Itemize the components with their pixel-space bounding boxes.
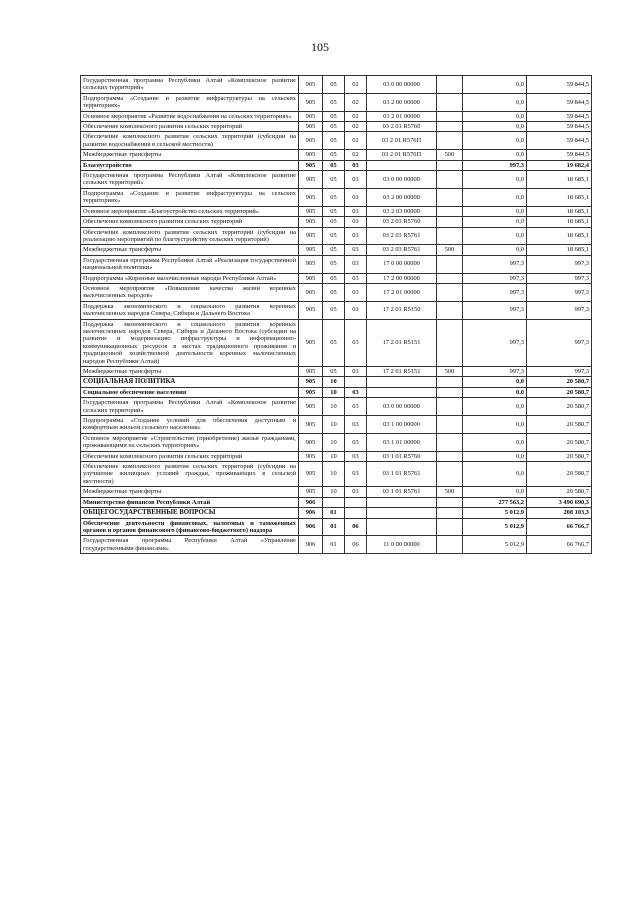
row-expense-type: 500 bbox=[437, 367, 463, 377]
row-ministry-code: 905 bbox=[299, 319, 323, 366]
row-name: Поддержка экономического и социального развития коренных малочисленных народов Севера, Сибири и Дальнего Востока (субсидии на развитие и модернизацию инфраструктуры и информационно-коммуникационных ресурсов в местах традиционного проживания и традиционной хозяйственной деятельности коренных малочисленных народов Республики Алтай) bbox=[81, 319, 299, 366]
row-amount-first: 0,0 bbox=[463, 206, 527, 216]
row-amount-second: 997,3 bbox=[527, 367, 592, 377]
row-target-code: 03 1 01 R5761 bbox=[367, 487, 437, 497]
row-expense-type bbox=[437, 387, 463, 397]
row-name: СОЦИАЛЬНАЯ ПОЛИТИКА bbox=[81, 377, 299, 387]
row-name: Основное мероприятие «Строительство (приобретение) жилья гражданами, проживающими на сельских территориях» bbox=[81, 433, 299, 451]
row-name: Межбюджетные трансферты bbox=[81, 487, 299, 497]
row-amount-second: 20 580,7 bbox=[527, 462, 592, 487]
row-ministry-code: 905 bbox=[299, 433, 323, 451]
row-name: ОБЩЕГОСУДАРСТВЕННЫЕ ВОПРОСЫ bbox=[81, 508, 299, 518]
row-amount-first: 0,0 bbox=[463, 76, 527, 94]
row-ministry-code: 905 bbox=[299, 387, 323, 397]
row-section-code: 05 bbox=[323, 367, 345, 377]
row-amount-second: 997,3 bbox=[527, 319, 592, 366]
row-section-code: 05 bbox=[323, 93, 345, 111]
row-target-code: 03 0 00 00000 bbox=[367, 171, 437, 189]
row-subsection-code: 03 bbox=[345, 387, 367, 397]
table-row bbox=[81, 245, 592, 255]
row-ministry-code: 905 bbox=[299, 171, 323, 189]
row-amount-first: 0,0 bbox=[463, 416, 527, 434]
row-amount-second: 20 580,7 bbox=[527, 398, 592, 416]
row-section-code: 05 bbox=[323, 122, 345, 132]
row-expense-type bbox=[437, 433, 463, 451]
row-ministry-code: 905 bbox=[299, 283, 323, 301]
row-expense-type bbox=[437, 255, 463, 273]
row-amount-first: 5 012,9 bbox=[463, 518, 527, 536]
row-subsection-code: 06 bbox=[345, 536, 367, 554]
row-target-code: 03 1 00 00000 bbox=[367, 416, 437, 434]
row-subsection-code: 03 bbox=[345, 188, 367, 206]
row-target-code: 03 2 01 R5760 bbox=[367, 122, 437, 132]
row-amount-first: 0,0 bbox=[463, 462, 527, 487]
row-expense-type: 500 bbox=[437, 487, 463, 497]
row-expense-type bbox=[437, 283, 463, 301]
row-amount-first: 997,3 bbox=[463, 301, 527, 319]
table-row bbox=[81, 76, 592, 94]
row-name: Подпрограмма «Создание условий для обеспечения доступным и комфортным жильем сельского населения» bbox=[81, 416, 299, 434]
row-subsection-code: 03 bbox=[345, 433, 367, 451]
row-target-code bbox=[367, 377, 437, 387]
row-expense-type bbox=[437, 536, 463, 554]
row-amount-second: 20 580,7 bbox=[527, 487, 592, 497]
row-amount-first: 0,0 bbox=[463, 227, 527, 245]
row-section-code: 05 bbox=[323, 150, 345, 160]
row-amount-second: 18 685,1 bbox=[527, 171, 592, 189]
row-subsection-code: 03 bbox=[345, 416, 367, 434]
row-expense-type bbox=[437, 76, 463, 94]
row-ministry-code: 905 bbox=[299, 255, 323, 273]
row-ministry-code: 905 bbox=[299, 273, 323, 283]
row-section-code: 05 bbox=[323, 111, 345, 121]
row-target-code: 03 0 00 00000 bbox=[367, 398, 437, 416]
row-ministry-code: 905 bbox=[299, 122, 323, 132]
row-section-code: 05 bbox=[323, 171, 345, 189]
row-amount-second: 18 685,1 bbox=[527, 188, 592, 206]
row-name: Основное мероприятие «Благоустройство сельских территорий» bbox=[81, 206, 299, 216]
row-amount-first: 997,3 bbox=[463, 273, 527, 283]
row-ministry-code: 905 bbox=[299, 377, 323, 387]
row-ministry-code: 905 bbox=[299, 227, 323, 245]
row-target-code bbox=[367, 518, 437, 536]
row-amount-first: 0,0 bbox=[463, 188, 527, 206]
row-ministry-code: 905 bbox=[299, 93, 323, 111]
row-target-code: 17 2 01 R5151 bbox=[367, 319, 437, 366]
row-expense-type bbox=[437, 93, 463, 111]
row-name: Благоустройство bbox=[81, 160, 299, 170]
row-subsection-code: 03 bbox=[345, 319, 367, 366]
table-row bbox=[81, 132, 592, 150]
row-amount-first: 0,0 bbox=[463, 451, 527, 461]
row-amount-first: 0,0 bbox=[463, 487, 527, 497]
row-name: Обеспечение деятельности финансовых, налоговых и таможенных органов и органов финансового (финансово-бюджетного) надзора bbox=[81, 518, 299, 536]
table-row bbox=[81, 188, 592, 206]
table-row bbox=[81, 111, 592, 121]
row-amount-first: 0,0 bbox=[463, 111, 527, 121]
row-amount-second: 3 490 690,3 bbox=[527, 497, 592, 507]
table-row bbox=[81, 150, 592, 160]
row-ministry-code: 905 bbox=[299, 217, 323, 227]
row-subsection-code bbox=[345, 497, 367, 507]
row-target-code: 03 2 01 R576П bbox=[367, 132, 437, 150]
row-target-code: 17 2 01 R5151 bbox=[367, 367, 437, 377]
row-amount-first: 0,0 bbox=[463, 150, 527, 160]
row-amount-first: 0,0 bbox=[463, 217, 527, 227]
table-row bbox=[81, 160, 592, 170]
row-amount-second: 997,3 bbox=[527, 273, 592, 283]
row-expense-type bbox=[437, 462, 463, 487]
row-amount-first: 0,0 bbox=[463, 93, 527, 111]
row-target-code: 03 1 01 00000 bbox=[367, 433, 437, 451]
row-name: Государственная программа Республики Алтай «Комплексное развитие сельских территорий» bbox=[81, 76, 299, 94]
table-row bbox=[81, 273, 592, 283]
row-subsection-code: 02 bbox=[345, 122, 367, 132]
table-row bbox=[81, 416, 592, 434]
row-amount-first: 997,3 bbox=[463, 367, 527, 377]
row-subsection-code bbox=[345, 508, 367, 518]
row-name: Социальное обеспечение населения bbox=[81, 387, 299, 397]
table-row bbox=[81, 487, 592, 497]
row-expense-type bbox=[437, 497, 463, 507]
row-subsection-code: 02 bbox=[345, 76, 367, 94]
row-subsection-code: 02 bbox=[345, 111, 367, 121]
row-ministry-code: 905 bbox=[299, 206, 323, 216]
row-amount-second: 20 580,7 bbox=[527, 433, 592, 451]
row-section-code: 10 bbox=[323, 377, 345, 387]
row-target-code: 03 2 03 R5761 bbox=[367, 245, 437, 255]
row-ministry-code: 905 bbox=[299, 487, 323, 497]
row-name: Обеспечение комплексного развития сельских территорий bbox=[81, 451, 299, 461]
row-target-code: 03 2 03 R5761 bbox=[367, 227, 437, 245]
row-amount-second: 59 844,5 bbox=[527, 76, 592, 94]
row-name: Подпрограмма «Создание и развитие инфраструктуры на сельских территориях» bbox=[81, 188, 299, 206]
table-row bbox=[81, 255, 592, 273]
row-section-code: 10 bbox=[323, 462, 345, 487]
row-name: Министерство финансов Республики Алтай bbox=[81, 497, 299, 507]
row-expense-type bbox=[437, 171, 463, 189]
row-target-code bbox=[367, 387, 437, 397]
row-section-code: 05 bbox=[323, 273, 345, 283]
row-target-code: 17 2 01 R5150 bbox=[367, 301, 437, 319]
row-section-code: 01 bbox=[323, 536, 345, 554]
row-amount-first: 0,0 bbox=[463, 245, 527, 255]
row-subsection-code: 02 bbox=[345, 132, 367, 150]
row-section-code: 10 bbox=[323, 416, 345, 434]
table-row bbox=[81, 462, 592, 487]
row-ministry-code: 905 bbox=[299, 188, 323, 206]
table-row bbox=[81, 377, 592, 387]
row-expense-type bbox=[437, 508, 463, 518]
row-expense-type bbox=[437, 227, 463, 245]
row-section-code bbox=[323, 497, 345, 507]
row-subsection-code: 03 bbox=[345, 206, 367, 216]
row-subsection-code: 06 bbox=[345, 518, 367, 536]
row-name: Государственная программа Республики Алтай «Комплексное развитие сельских территорий» bbox=[81, 171, 299, 189]
row-amount-second: 20 580,7 bbox=[527, 387, 592, 397]
row-section-code: 05 bbox=[323, 319, 345, 366]
row-subsection-code bbox=[345, 377, 367, 387]
row-section-code: 05 bbox=[323, 132, 345, 150]
table-row bbox=[81, 433, 592, 451]
row-amount-second: 18 685,1 bbox=[527, 227, 592, 245]
row-target-code: 03 2 01 R576П bbox=[367, 150, 437, 160]
table-row bbox=[81, 283, 592, 301]
table-row bbox=[81, 398, 592, 416]
row-target-code: 03 2 03 00000 bbox=[367, 206, 437, 216]
row-ministry-code: 905 bbox=[299, 160, 323, 170]
row-section-code: 10 bbox=[323, 487, 345, 497]
row-subsection-code: 03 bbox=[345, 227, 367, 245]
row-amount-first: 997,3 bbox=[463, 283, 527, 301]
table-row bbox=[81, 93, 592, 111]
row-target-code: 03 0 00 00000 bbox=[367, 76, 437, 94]
row-name: Основное мероприятие «Повышение качества жизни коренных малочисленных народов» bbox=[81, 283, 299, 301]
row-ministry-code: 905 bbox=[299, 301, 323, 319]
row-expense-type bbox=[437, 518, 463, 536]
row-amount-second: 59 844,5 bbox=[527, 93, 592, 111]
row-subsection-code: 03 bbox=[345, 283, 367, 301]
row-target-code bbox=[367, 160, 437, 170]
row-subsection-code: 03 bbox=[345, 255, 367, 273]
row-expense-type bbox=[437, 319, 463, 366]
row-target-code: 03 2 00 00000 bbox=[367, 93, 437, 111]
row-name: Обеспечение комплексного развития сельских территорий bbox=[81, 122, 299, 132]
row-name: Обеспечение комплексного развития сельских территорий bbox=[81, 217, 299, 227]
row-section-code: 05 bbox=[323, 245, 345, 255]
row-amount-second: 997,3 bbox=[527, 283, 592, 301]
row-ministry-code: 905 bbox=[299, 132, 323, 150]
row-ministry-code: 905 bbox=[299, 416, 323, 434]
row-amount-first: 0,0 bbox=[463, 398, 527, 416]
row-expense-type: 500 bbox=[437, 245, 463, 255]
row-subsection-code: 03 bbox=[345, 487, 367, 497]
table-row bbox=[81, 518, 592, 536]
table-row bbox=[81, 171, 592, 189]
row-amount-second: 59 844,5 bbox=[527, 111, 592, 121]
table-row bbox=[81, 319, 592, 366]
row-amount-second: 66 766,7 bbox=[527, 536, 592, 554]
row-amount-second: 18 685,1 bbox=[527, 245, 592, 255]
table-row bbox=[81, 227, 592, 245]
row-section-code: 05 bbox=[323, 283, 345, 301]
row-amount-first: 277 563,2 bbox=[463, 497, 527, 507]
row-section-code: 05 bbox=[323, 206, 345, 216]
row-amount-first: 0,0 bbox=[463, 122, 527, 132]
row-ministry-code: 905 bbox=[299, 451, 323, 461]
row-target-code: 17 2 00 00000 bbox=[367, 273, 437, 283]
row-section-code: 05 bbox=[323, 227, 345, 245]
row-target-code bbox=[367, 497, 437, 507]
row-section-code: 01 bbox=[323, 518, 345, 536]
row-name: Подпрограмма «Создание и развитие инфраструктуры на сельских территориях» bbox=[81, 93, 299, 111]
row-section-code: 05 bbox=[323, 301, 345, 319]
row-amount-first: 997,3 bbox=[463, 160, 527, 170]
row-name: Межбюджетные трансферты bbox=[81, 245, 299, 255]
row-amount-second: 20 580,7 bbox=[527, 451, 592, 461]
row-ministry-code: 906 bbox=[299, 497, 323, 507]
row-expense-type bbox=[437, 416, 463, 434]
row-amount-first: 0,0 bbox=[463, 377, 527, 387]
table-row bbox=[81, 387, 592, 397]
row-target-code: 11 0 00 00000 bbox=[367, 536, 437, 554]
row-amount-second: 997,3 bbox=[527, 301, 592, 319]
row-section-code: 10 bbox=[323, 398, 345, 416]
row-expense-type bbox=[437, 377, 463, 387]
row-subsection-code: 03 bbox=[345, 160, 367, 170]
row-section-code: 01 bbox=[323, 508, 345, 518]
row-amount-second: 20 580,7 bbox=[527, 416, 592, 434]
row-subsection-code: 03 bbox=[345, 451, 367, 461]
row-ministry-code: 905 bbox=[299, 367, 323, 377]
row-amount-first: 997,3 bbox=[463, 319, 527, 366]
table-row bbox=[81, 497, 592, 507]
row-ministry-code: 905 bbox=[299, 111, 323, 121]
row-name: Обеспечение комплексного развития сельских территорий (субсидии на улучшение жилищных условий граждан, проживающих в сельской местности) bbox=[81, 462, 299, 487]
row-name: Государственная программа Республики Алтай «Реализация государственной национальной политики» bbox=[81, 255, 299, 273]
table-row bbox=[81, 122, 592, 132]
row-subsection-code: 03 bbox=[345, 398, 367, 416]
row-amount-first: 0,0 bbox=[463, 171, 527, 189]
row-amount-first: 0,0 bbox=[463, 433, 527, 451]
row-target-code: 17 0 00 00000 bbox=[367, 255, 437, 273]
row-target-code: 03 1 01 R5760 bbox=[367, 451, 437, 461]
row-section-code: 05 bbox=[323, 255, 345, 273]
page-number: 105 bbox=[311, 40, 329, 54]
row-name: Обеспечение комплексного развития сельских территорий (субсидии на реализацию мероприятий по благоустройству сельских территорий) bbox=[81, 227, 299, 245]
row-target-code: 03 2 00 00000 bbox=[367, 188, 437, 206]
row-target-code: 03 2 03 R5760 bbox=[367, 217, 437, 227]
table-row bbox=[81, 217, 592, 227]
row-amount-second: 59 844,5 bbox=[527, 122, 592, 132]
row-subsection-code: 03 bbox=[345, 462, 367, 487]
row-amount-second: 20 580,7 bbox=[527, 377, 592, 387]
row-amount-first: 5 012,9 bbox=[463, 508, 527, 518]
row-section-code: 05 bbox=[323, 188, 345, 206]
row-expense-type bbox=[437, 217, 463, 227]
row-subsection-code: 02 bbox=[345, 93, 367, 111]
row-section-code: 05 bbox=[323, 160, 345, 170]
row-amount-second: 997,3 bbox=[527, 255, 592, 273]
table-row bbox=[81, 451, 592, 461]
row-expense-type bbox=[437, 398, 463, 416]
row-name: Поддержка экономического и социального развития коренных малочисленных народов Севера, Сибири и Дальнего Востока bbox=[81, 301, 299, 319]
row-expense-type bbox=[437, 122, 463, 132]
row-name: Межбюджетные трансферты bbox=[81, 150, 299, 160]
row-expense-type: 500 bbox=[437, 150, 463, 160]
row-subsection-code: 03 bbox=[345, 367, 367, 377]
row-section-code: 05 bbox=[323, 76, 345, 94]
row-target-code: 03 1 01 R5761 bbox=[367, 462, 437, 487]
row-amount-second: 59 844,5 bbox=[527, 132, 592, 150]
table-body bbox=[81, 76, 592, 554]
row-ministry-code: 906 bbox=[299, 508, 323, 518]
row-amount-first: 5 012,9 bbox=[463, 536, 527, 554]
row-name: Межбюджетные трансферты bbox=[81, 367, 299, 377]
row-amount-second: 66 766,7 bbox=[527, 518, 592, 536]
row-expense-type bbox=[437, 188, 463, 206]
row-amount-second: 19 682,4 bbox=[527, 160, 592, 170]
row-target-code: 17 2 01 00000 bbox=[367, 283, 437, 301]
row-expense-type bbox=[437, 111, 463, 121]
row-target-code bbox=[367, 508, 437, 518]
row-ministry-code: 906 bbox=[299, 536, 323, 554]
row-name: Государственная программа Республики Алтай «Управление государственными финансами» bbox=[81, 536, 299, 554]
row-subsection-code: 03 bbox=[345, 273, 367, 283]
row-expense-type bbox=[437, 160, 463, 170]
row-name: Обеспечение комплексного развития сельских территорий (субсидии на развитие водоснабжения в сельской местности) bbox=[81, 132, 299, 150]
row-amount-first: 997,3 bbox=[463, 255, 527, 273]
row-amount-second: 208 103,3 bbox=[527, 508, 592, 518]
table-row bbox=[81, 301, 592, 319]
row-section-code: 05 bbox=[323, 217, 345, 227]
row-expense-type bbox=[437, 301, 463, 319]
row-amount-first: 0,0 bbox=[463, 132, 527, 150]
row-ministry-code: 905 bbox=[299, 76, 323, 94]
row-subsection-code: 03 bbox=[345, 171, 367, 189]
budget-table bbox=[80, 75, 592, 554]
row-section-code: 10 bbox=[323, 451, 345, 461]
row-name: Подпрограмма «Коренные малочисленные народы Республики Алтай» bbox=[81, 273, 299, 283]
table-row bbox=[81, 367, 592, 377]
row-section-code: 10 bbox=[323, 433, 345, 451]
row-amount-second: 59 844,5 bbox=[527, 150, 592, 160]
row-expense-type bbox=[437, 206, 463, 216]
row-subsection-code: 03 bbox=[345, 301, 367, 319]
row-section-code: 10 bbox=[323, 387, 345, 397]
row-ministry-code: 905 bbox=[299, 462, 323, 487]
row-expense-type bbox=[437, 273, 463, 283]
row-ministry-code: 906 bbox=[299, 518, 323, 536]
row-subsection-code: 02 bbox=[345, 150, 367, 160]
row-ministry-code: 905 bbox=[299, 398, 323, 416]
row-subsection-code: 03 bbox=[345, 245, 367, 255]
row-amount-first: 0,0 bbox=[463, 387, 527, 397]
row-amount-second: 18 685,1 bbox=[527, 217, 592, 227]
row-expense-type bbox=[437, 132, 463, 150]
row-name: Основное мероприятие «Развитие водоснабжения на сельских территориях» bbox=[81, 111, 299, 121]
table-row bbox=[81, 536, 592, 554]
row-target-code: 03 2 01 00000 bbox=[367, 111, 437, 121]
row-subsection-code: 03 bbox=[345, 217, 367, 227]
table-row bbox=[81, 508, 592, 518]
row-ministry-code: 905 bbox=[299, 245, 323, 255]
table-row bbox=[81, 206, 592, 216]
row-amount-second: 18 685,1 bbox=[527, 206, 592, 216]
row-name: Государственная программа Республики Алтай «Комплексное развитие сельских территорий» bbox=[81, 398, 299, 416]
row-ministry-code: 905 bbox=[299, 150, 323, 160]
row-expense-type bbox=[437, 451, 463, 461]
